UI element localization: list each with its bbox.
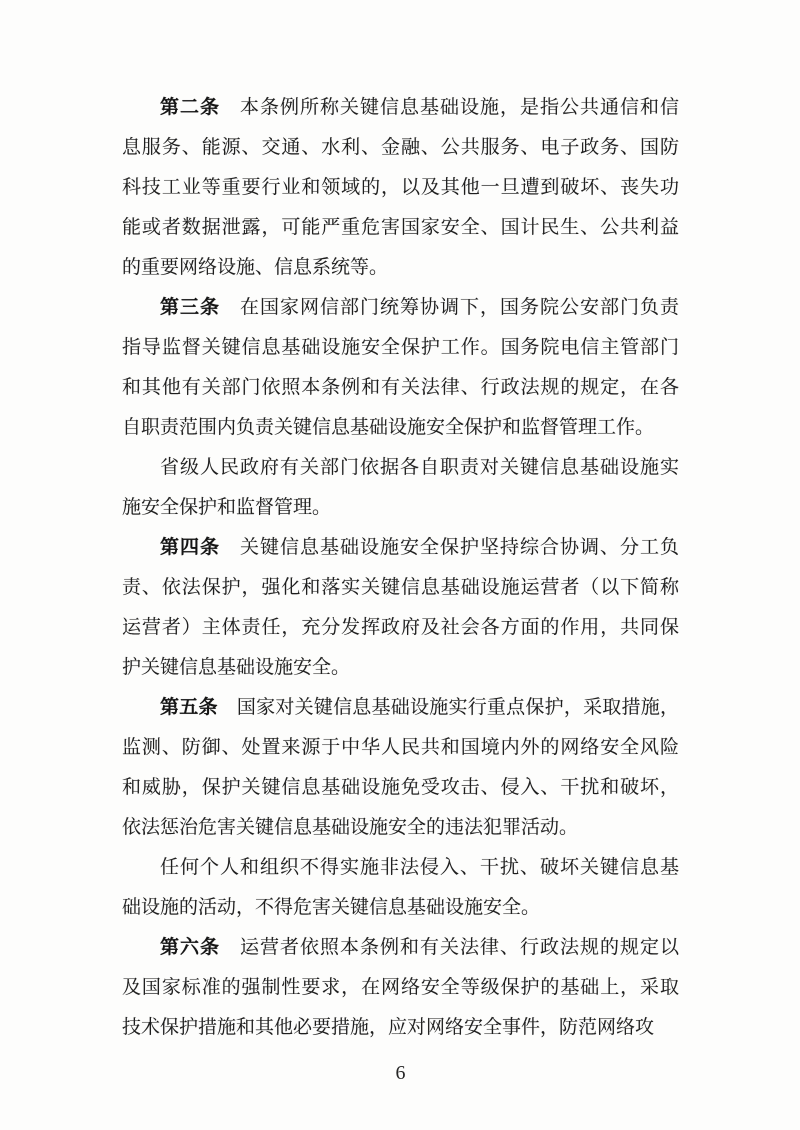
paragraph bbox=[122, 528, 679, 688]
text-line: 任何个人和组织不得实施非法侵入、干扰、破坏关键信息基 bbox=[160, 857, 679, 878]
text-line: 及国家标准的强制性要求，在网络安全等级保护的基础上，采取 bbox=[122, 977, 679, 998]
text-line: 指导监督关键信息基础设施安全保护工作。国务院电信主管部门 bbox=[122, 337, 679, 358]
text-line: 和威胁，保护关键信息基础设施免受攻击、侵入、干扰和破坏， bbox=[122, 777, 679, 798]
paragraph bbox=[122, 88, 679, 288]
text-line: 第五条 国家对关键信息基础设施实行重点保护，采取措施， bbox=[160, 697, 679, 718]
text-line: 第二条 本条例所称关键信息基础设施，是指公共通信和信 bbox=[160, 97, 679, 118]
text-line: 技术保护措施和其他必要措施，应对网络安全事件，防范网络攻 bbox=[122, 1017, 655, 1038]
paragraph bbox=[122, 928, 679, 1048]
paragraph bbox=[122, 448, 679, 528]
text-line: 第四条 关键信息基础设施安全保护坚持综合协调、分工负 bbox=[160, 537, 679, 558]
page-number: 6 bbox=[395, 1062, 406, 1084]
text-line: 能或者数据泄露，可能严重危害国家安全、国计民生、公共利益 bbox=[122, 217, 679, 238]
text-line: 监测、防御、处置来源于中华人民共和国境内外的网络安全风险 bbox=[122, 737, 679, 758]
article-number: 第五条 bbox=[160, 697, 218, 718]
text-line: 的重要网络设施、信息系统等。 bbox=[122, 257, 389, 278]
text-line: 第六条 运营者依照本条例和有关法律、行政法规的规定以 bbox=[160, 937, 679, 958]
text-line: 科技工业等重要行业和领域的，以及其他一旦遭到破坏、丧失功 bbox=[122, 177, 679, 198]
text-line: 运营者）主体责任，充分发挥政府及社会各方面的作用，共同保 bbox=[122, 617, 679, 638]
paragraph bbox=[122, 848, 679, 928]
document-body bbox=[122, 88, 679, 1048]
paragraph bbox=[122, 688, 679, 848]
article-number: 第六条 bbox=[160, 937, 220, 958]
text-line: 息服务、能源、交通、水利、金融、公共服务、电子政务、国防 bbox=[122, 137, 679, 158]
text-line: 自职责范围内负责关键信息基础设施安全保护和监督管理工作。 bbox=[122, 417, 655, 438]
article-number: 第四条 bbox=[160, 537, 220, 558]
text-line: 依法惩治危害关键信息基础设施安全的违法犯罪活动。 bbox=[122, 817, 579, 838]
text-line: 护关键信息基础设施安全。 bbox=[122, 657, 351, 678]
text-line: 省级人民政府有关部门依据各自职责对关键信息基础设施实 bbox=[160, 457, 679, 478]
paragraph bbox=[122, 288, 679, 448]
article-number: 第三条 bbox=[160, 297, 220, 318]
text-line: 和其他有关部门依照本条例和有关法律、行政法规的规定，在各 bbox=[122, 377, 679, 398]
text-line: 第三条 在国家网信部门统筹协调下，国务院公安部门负责 bbox=[160, 297, 679, 318]
text-line: 责、依法保护，强化和落实关键信息基础设施运营者（以下简称 bbox=[122, 577, 679, 598]
text-line: 施安全保护和监督管理。 bbox=[122, 497, 332, 518]
article-number: 第二条 bbox=[160, 97, 220, 118]
text-line: 础设施的活动，不得危害关键信息基础设施安全。 bbox=[122, 897, 541, 918]
